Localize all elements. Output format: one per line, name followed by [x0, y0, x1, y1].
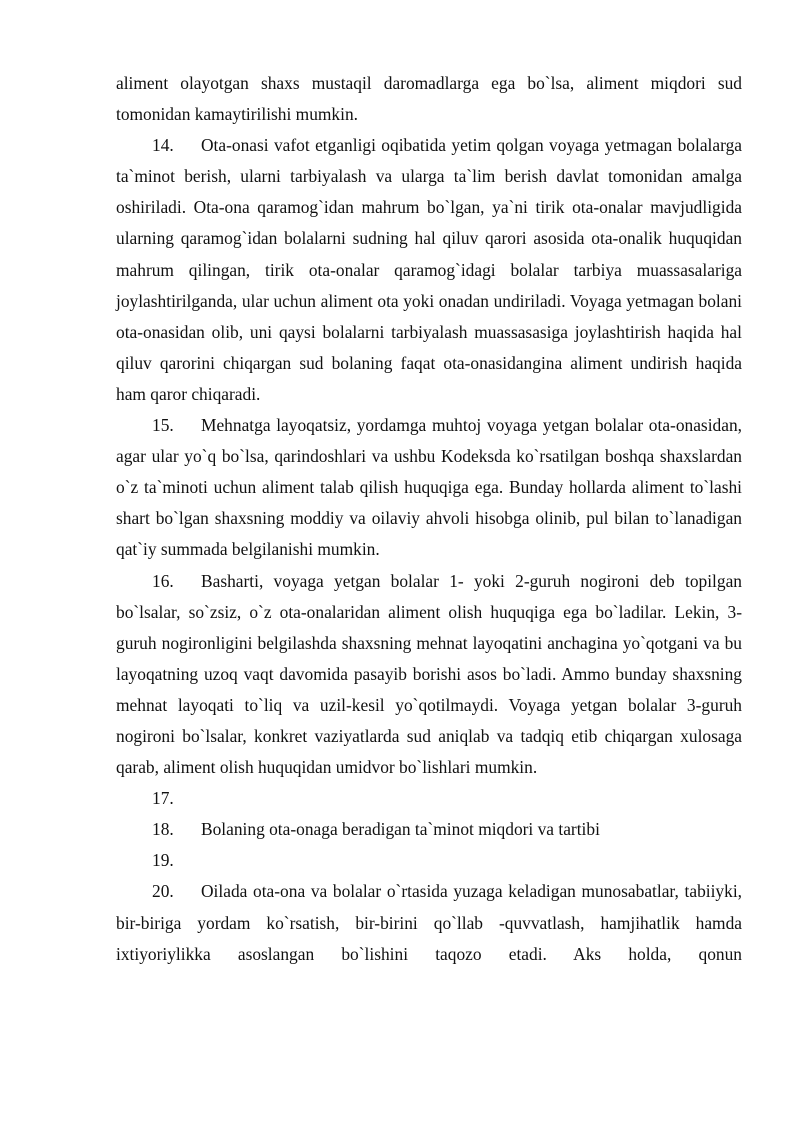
paragraph-number: 19.	[152, 850, 174, 871]
paragraph-number: 16.	[152, 570, 174, 591]
paragraph-text: Ota-onasi vafot etganligi oqibatida yetim qolgan voyaga yetmagan bolalarga ta`minot berish, ularni tarbiyalash va ularga ta`lim berish davlat tomonidan amalga oshiriladi. Ota-ona qaramog`idan mahrum bo`lgan, ya`ni tirik ota-onalar mavjudligida ularning qaramog`idan bolalarni sudning hal qiluv qarori asosida ota-onalik huquqidan mahrum qilingan, tirik ota-onalar qaramog`idagi bolalar tarbiya muassasalariga joylashtirilganda, ular uchun aliment ota yoki onadan undiriladi. Voyaga yetmagan bolani ota-onasidan olib, uni qaysi bolalarni tarbiyalash muassasasiga joylashtirish haqida hal qiluv qarorini chiqargan sud bolaning faqat ota-onasidangina aliment undirish haqida ham qaror chiqaradi.	[116, 135, 742, 404]
section-heading: Bolaning ota-onaga beradigan ta`minot miqdori va tartibi	[201, 819, 600, 840]
paragraph-text: Basharti, voyaga yetgan bolalar 1- yoki 2-guruh nogironi deb topilgan bo`lsalar, so`zsiz, o`z ota-onalaridan aliment olish huquqiga ega bo`ladilar. Lekin, 3-guruh nogironligini belgilashda shaxsning mehnat layoqatini anchagina yo`qotgani va bu layoqatning uzoq vaqt davomida pasayib borishi asos bo`ladi. Ammo bunday shaxsning mehnat layoqati to`liq va uzil-kesil yo`qotilmaydi. Voyaga yetgan bolalar 3-guruh nogironi bo`lsalar, konkret vaziyatlarda sud aniqlab va tadqiq etib chiqargan xulosaga qarab, aliment olish huquqidan umidvor bo`lishlari mumkin.	[116, 570, 742, 778]
paragraph-17	[116, 783, 742, 814]
document-page	[116, 68, 742, 970]
paragraph-text: Oilada ota-ona va bolalar o`rtasida yuzaga keladigan munosabatlar, tabiiyki, bir-biriga yordam ko`rsatish, bir-birini qo`llab -quvvatlash, hamjihatlik hamda ixtiyoriylikka asoslangan bo`lishini taqozo etadi. Aks holda, qonun	[116, 881, 742, 964]
paragraph-text: Mehnatga layoqatsiz, yordamga muhtoj voyaga yetgan bolalar ota-onasidan, agar ular yo`q bo`lsa, qarindoshlari va ushbu Kodeksda ko`rsatilgan boshqa shaxslardan o`z ta`minoti uchun aliment talab qilish huquqiga ega. Bunday hollarda aliment to`lashi shart bo`lgan shaxsning moddiy va oilaviy ahvoli hisobga olinib, pul bilan to`lanadigan qat`iy summada belgilanishi mumkin.	[116, 415, 742, 560]
paragraph-number: 20.	[152, 881, 174, 902]
paragraph-number: 18.	[152, 819, 174, 840]
paragraph-number: 15.	[152, 415, 174, 436]
paragraph-20	[116, 876, 742, 969]
paragraph-number: 17.	[152, 788, 174, 809]
paragraph-18	[116, 814, 742, 845]
paragraph-14	[116, 130, 742, 410]
paragraph-15	[116, 410, 742, 565]
paragraph-19	[116, 845, 742, 876]
continuation-paragraph	[116, 68, 742, 130]
paragraph-number: 14.	[152, 135, 174, 156]
paragraph-16	[116, 566, 742, 784]
continuation-text: aliment olayotgan shaxs mustaqil daromadlarga ega bo`lsa, aliment miqdori sud tomonidan kamaytirilishi mumkin.	[116, 73, 742, 125]
